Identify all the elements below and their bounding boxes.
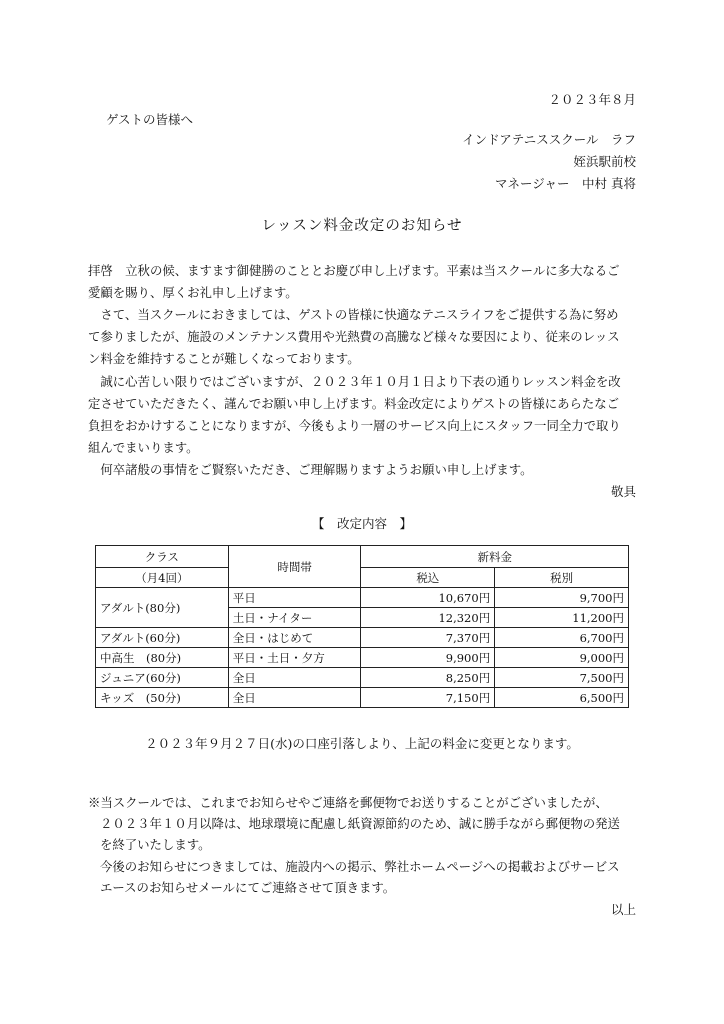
notice-line: を終了いたします。 — [100, 837, 211, 852]
notice-line: ※当スクールでは、これまでお知らせやご連絡を郵便物でお送りすることがございましたが、 — [88, 795, 608, 810]
cell-class: キッズ (50分) — [96, 688, 229, 708]
table-row — [96, 628, 629, 648]
body-line: 拝啓 立秋の候、ますます御健勝のこととお慶び申し上げます。平素は当スクールに多大なるご — [88, 263, 620, 278]
body-line: て参りましたが、施設のメンテナンス費用や光熱費の高騰など様々な要因により、従来のレッス — [88, 329, 620, 344]
cell-time: 全日・はじめて — [228, 628, 361, 648]
cell-tax-ex: 9,700円 — [495, 588, 629, 608]
cell-class: 中高生 (80分) — [96, 648, 229, 668]
header-class-label: クラス — [144, 549, 179, 564]
notice-line: ２０２３年１０月以降は、地球環境に配慮し紙資源節約のため、誠に勝手ながら郵便物の発送 — [100, 816, 620, 831]
cell-class: アダルト(80分) — [96, 588, 229, 628]
cell-tax-in: 12,320円 — [361, 608, 495, 628]
header-new-fee: 新料金 — [361, 546, 629, 568]
body-line: 定させていただきたく、謹んでお願い申し上げます。料金改定によりゲストの皆様にあらたなご — [88, 396, 620, 411]
header-tax-ex: 税別 — [495, 568, 629, 588]
body-line: 誠に心苦しい限りではございますが、２０２３年１０月１日より下表の通りレッスン料金を改 — [88, 374, 621, 389]
table-after-note: ２０２３年９月２７日(水)の口座引落しより、上記の料金に変更となります。 — [145, 736, 579, 751]
recipient: ゲストの皆様へ — [106, 112, 194, 127]
cell-tax-ex: 6,700円 — [495, 628, 629, 648]
table-row — [96, 588, 629, 608]
table-header-row — [96, 568, 629, 588]
header-tax-in: 税込 — [361, 568, 495, 588]
body-line: 何卒諸般の事情をご賢察いただき、ご理解賜りますようお願い申し上げます。 — [88, 462, 533, 477]
body-line: さて、当スクールにおきましては、ゲストの皆様に快適なテニスライフをご提供する為に努め — [88, 307, 619, 322]
table-header-row — [96, 546, 629, 568]
header-class — [96, 546, 229, 568]
issue-date: ２０２３年８月 — [548, 92, 636, 107]
closing-keigu: 敬具 — [610, 484, 636, 499]
cell-tax-in: 8,250円 — [361, 668, 495, 688]
body-line: 組んでまいります。 — [88, 440, 199, 455]
cell-time: 平日・土日・夕方 — [228, 648, 361, 668]
cell-time: 平日 — [228, 588, 361, 608]
cell-tax-ex: 11,200円 — [495, 608, 629, 628]
cell-tax-ex: 9,000円 — [495, 648, 629, 668]
closing-ijou: 以上 — [610, 902, 636, 917]
cell-class: ジュニア(60分) — [96, 668, 229, 688]
table-caption: 【 改定内容 】 — [311, 516, 412, 531]
cell-time: 全日 — [228, 688, 361, 708]
table-row — [96, 688, 629, 708]
sender-branch: 姪浜駅前校 — [573, 154, 636, 169]
body-line: 愛顧を賜り、厚くお礼申し上げます。 — [88, 285, 298, 300]
notice-line: エースのお知らせメールにてご連絡させて頂きます。 — [100, 880, 396, 895]
cell-tax-ex: 6,500円 — [495, 688, 629, 708]
body-line: 負担をおかけすることになりますが、今後もより一層のサービス向上にスタッフ一同全力で取り — [88, 418, 621, 433]
body-line: ン料金を維持することが難しくなっております。 — [88, 351, 360, 366]
cell-time: 土日・ナイター — [228, 608, 361, 628]
cell-tax-in: 9,900円 — [361, 648, 495, 668]
fee-table — [95, 545, 629, 708]
notice-line: 今後のお知らせにつきましては、施設内への掲示、弊社ホームページへの掲載およびサービス — [100, 859, 620, 874]
sender-manager: マネージャー 中村 真将 — [495, 176, 636, 191]
header-class-sub: （月4回） — [96, 568, 229, 588]
sender-organization: インドアテニススクール ラフ — [462, 132, 636, 147]
cell-time: 全日 — [228, 668, 361, 688]
cell-class: アダルト(60分) — [96, 628, 229, 648]
cell-tax-ex: 7,500円 — [495, 668, 629, 688]
table-row — [96, 648, 629, 668]
page-title: レッスン料金改定のお知らせ — [261, 218, 463, 234]
table-row — [96, 668, 629, 688]
cell-tax-in: 10,670円 — [361, 588, 495, 608]
cell-tax-in: 7,150円 — [361, 688, 495, 708]
header-time: 時間帯 — [228, 546, 361, 588]
cell-tax-in: 7,370円 — [361, 628, 495, 648]
